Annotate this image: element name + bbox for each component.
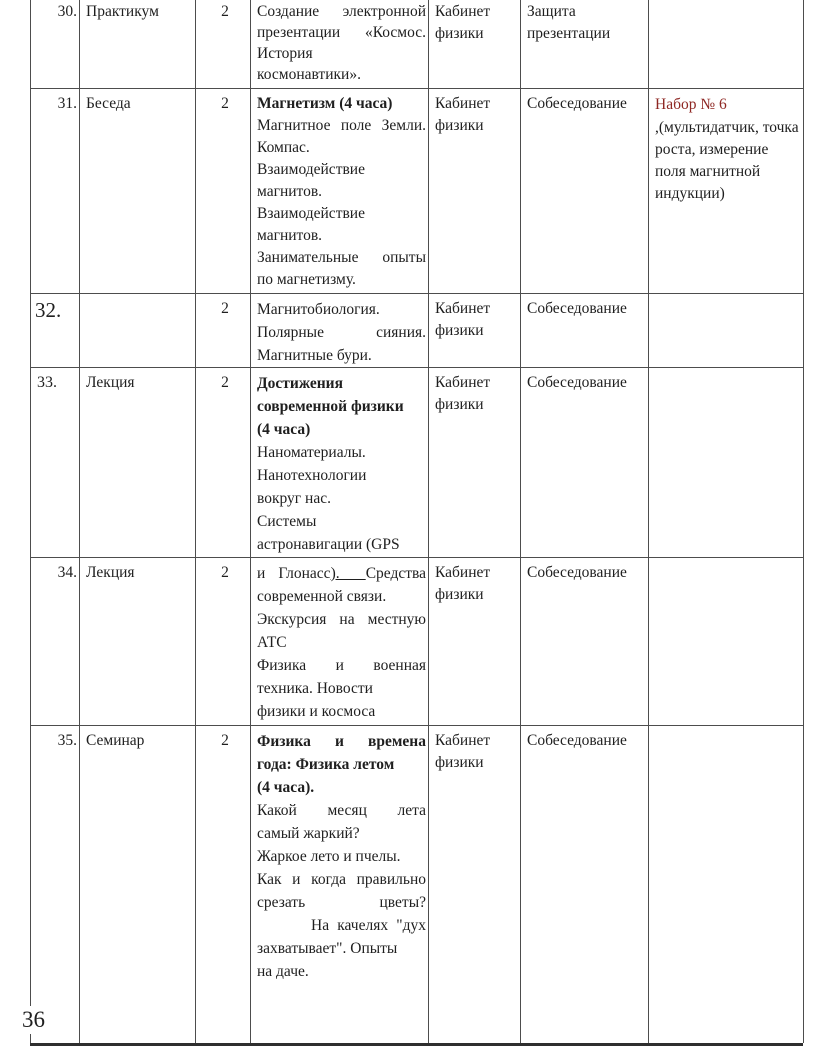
cell-assessment: Собеседование: [521, 367, 649, 557]
cell-location: Кабинет физики: [429, 557, 521, 725]
cell-row-number: 31.: [31, 88, 80, 293]
table-row: [31, 367, 804, 557]
cell-assessment: Собеседование: [521, 88, 649, 293]
table-row: [31, 557, 804, 725]
course-plan-table: [30, 0, 803, 1046]
cell-hours: 2: [196, 725, 251, 1043]
cell-row-number: 35.: [31, 725, 80, 1043]
cell-location: Кабинет физики: [429, 88, 521, 293]
cell-topic: Физика и времена года: Физика летом (4 часа). Какой месяц лета самый жаркий? Жаркое лето и пчелы. Как и когда правильно срезать цветы? На качелях "дух захватывает". Опыты на даче.: [251, 725, 429, 1043]
cell-equipment: [649, 293, 804, 367]
cell-topic: Магнетизм (4 часа) Магнитное поле Земли. Компас. Взаимодействие магнитов. Взаимодействие магнитов. Занимательные опыты по магнетизму.: [251, 88, 429, 293]
cell-lesson-type: Лекция: [80, 557, 196, 725]
cell-lesson-type: [80, 293, 196, 367]
cell-assessment: Собеседование: [521, 293, 649, 367]
cell-row-number: 30.: [31, 0, 80, 88]
cell-lesson-type: Лекция: [80, 367, 196, 557]
schedule-table: [30, 0, 804, 1043]
table-row: [31, 0, 804, 88]
cell-location: Кабинет физики: [429, 0, 521, 88]
cell-equipment: [649, 557, 804, 725]
cell-equipment: [649, 725, 804, 1043]
page-number: 36: [22, 1006, 49, 1034]
cell-equipment: [649, 0, 804, 88]
cell-assessment: Собеседование: [521, 725, 649, 1043]
cell-location: Кабинет физики: [429, 293, 521, 367]
cell-hours: 2: [196, 557, 251, 725]
cell-topic: Создание электронной презентации «Космос. История космонавтики».: [251, 0, 429, 88]
cell-topic: и Глонасс). Средства современной связи. Экскурсия на местную АТС Физика и военная техника. Новости физики и космоса: [251, 557, 429, 725]
cell-hours: 2: [196, 0, 251, 88]
cell-topic: Магнитобиология. Полярные сияния. Магнитные бури.: [251, 293, 429, 367]
cell-hours: 2: [196, 88, 251, 293]
cell-equipment: [649, 88, 804, 293]
cell-hours: 2: [196, 367, 251, 557]
cell-equipment: [649, 367, 804, 557]
cell-lesson-type: Беседа: [80, 88, 196, 293]
cell-lesson-type: Семинар: [80, 725, 196, 1043]
cell-topic: Достижения современной физики (4 часа) Наноматериалы. Нанотехнологии вокруг нас. Системы астронавигации (GPS: [251, 367, 429, 557]
cell-row-number: 32.: [31, 293, 80, 367]
cell-lesson-type: Практикум: [80, 0, 196, 88]
table-row: [31, 725, 804, 1043]
cell-hours: 2: [196, 293, 251, 367]
equipment-set-label: Набор № 6: [655, 95, 727, 113]
cell-assessment: Собеседование: [521, 557, 649, 725]
cell-location: Кабинет физики: [429, 367, 521, 557]
cell-row-number: 33.: [31, 367, 80, 557]
cell-assessment: Защита презентации: [521, 0, 649, 88]
cell-row-number: 34.: [31, 557, 80, 725]
table-row: [31, 88, 804, 293]
equipment-description: ,(мультидатчик, точка роста, измерение поля магнитной индукции): [655, 118, 799, 202]
table-row: [31, 293, 804, 367]
cell-location: Кабинет физики: [429, 725, 521, 1043]
